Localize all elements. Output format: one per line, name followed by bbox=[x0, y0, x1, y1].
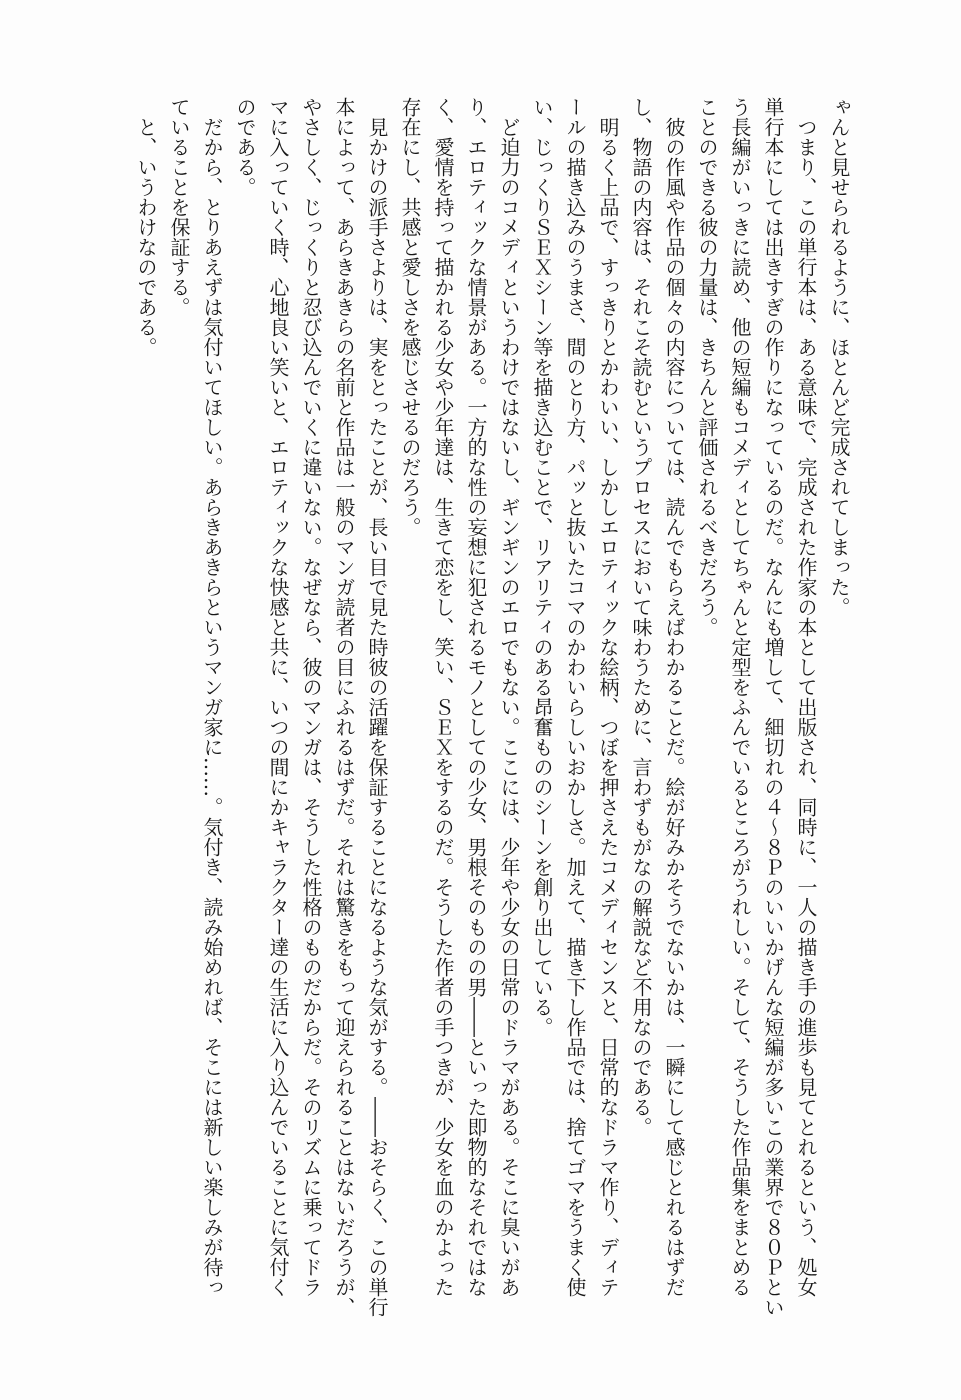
text-column: ことのできる彼の力量は、きちんと評価されるべきだろう。 bbox=[695, 97, 719, 637]
text-column: だから、とりあえずは気付いてほしい。あらきあきらというマンガ家に……。気付き、読み始めれば、そこには新しい楽しみが待っ bbox=[200, 117, 224, 1297]
vertical-text-body bbox=[129, 97, 855, 1327]
text-column: 明るく上品で、すっきりとかわいい、しかしエロティックな絵柄、つぼを押さえたコメディセンスと、日常的なドラマ作り、ディテ bbox=[596, 117, 620, 1297]
text-column: ゃんと見せられるように、ほとんど完成されてしまった。 bbox=[827, 97, 851, 617]
text-column: やさしく、じっくりと忍び込んでいくに違いない。なぜなら、彼のマンガは、そうした性格のものだからだ。そのリズムに乗ってドラ bbox=[299, 97, 323, 1297]
text-column: ていることを保証する。 bbox=[167, 97, 191, 317]
text-column: ールの描き込みのうまさ、間のとり方、パッと抜いたコマのかわいらしいおかしさ。加えて、描き下し作品では、捨てゴマをうまく使 bbox=[563, 97, 587, 1297]
text-column: 存在にし、共感と愛しさを感じさせるのだろう。 bbox=[398, 97, 422, 537]
text-column: く、愛情を持って描かれる少女や少年達は、生きて恋をし、笑い、ＳＥＸをするのだ。そうした作者の手つきが、少女を血のかよった bbox=[431, 97, 455, 1297]
text-column: 本によって、あらきあきらの名前と作品は一般のマンガ読者の目にふれるはずだ。それは驚きをもって迎えられることはないだろうが、 bbox=[332, 97, 356, 1317]
text-column: ど迫力のコメディというわけではないし、ギンギンのエロでもない。ここには、少年や少女の日常のドラマがある。そこに臭いがあ bbox=[497, 117, 521, 1297]
text-column: 彼の作風や作品の個々の内容については、読んでもらえばわかることだ。絵が好みかそうでないかは、一瞬にして感じとれるはずだ bbox=[662, 117, 686, 1297]
text-column: マに入っていく時、心地良い笑いと、エロティックな快感と共に、いつの間にかキャラクター達の生活に入り込んでいることに気付く bbox=[266, 97, 290, 1297]
text-column: り、エロティックな情景がある。一方的な性の妄想に犯されるモノとしての少女、男根そのものの男――といった即物的なそれではな bbox=[464, 97, 488, 1297]
text-column: つまり、この単行本は、ある意味で、完成された作家の本として出版され、同時に、一人の描き手の進歩も見てとれるという、処女 bbox=[794, 117, 818, 1297]
text-column: い、じっくりＳＥＸシーン等を描き込むことで、リアリティのある昂奮もののシーンを創り出している。 bbox=[530, 97, 554, 1037]
text-column: 単行本にしては出きすぎの作りになっているのだ。なんにも増して、細切れの４～８Ｐのいいかげんな短編が多いこの業界で８０Ｐとい bbox=[761, 97, 785, 1317]
text-column: と、いうわけなのである。 bbox=[134, 117, 158, 357]
text-column: う長編がいっきに読め、他の短編もコメディとしてちゃんと定型をふんでいるところがうれしい。そして、そうした作品集をまとめる bbox=[728, 97, 752, 1297]
text-column: し、物語の内容は、それこそ読むというプロセスにおいて味わうために、言わずもがなの解説など不用なのである。 bbox=[629, 97, 653, 1137]
text-column: のである。 bbox=[233, 97, 257, 197]
text-column: 見かけの派手さよりは、実をとったことが、長い目で見た時彼の活躍を保証することになるような気がする。――おそらく、この単行 bbox=[365, 117, 389, 1317]
